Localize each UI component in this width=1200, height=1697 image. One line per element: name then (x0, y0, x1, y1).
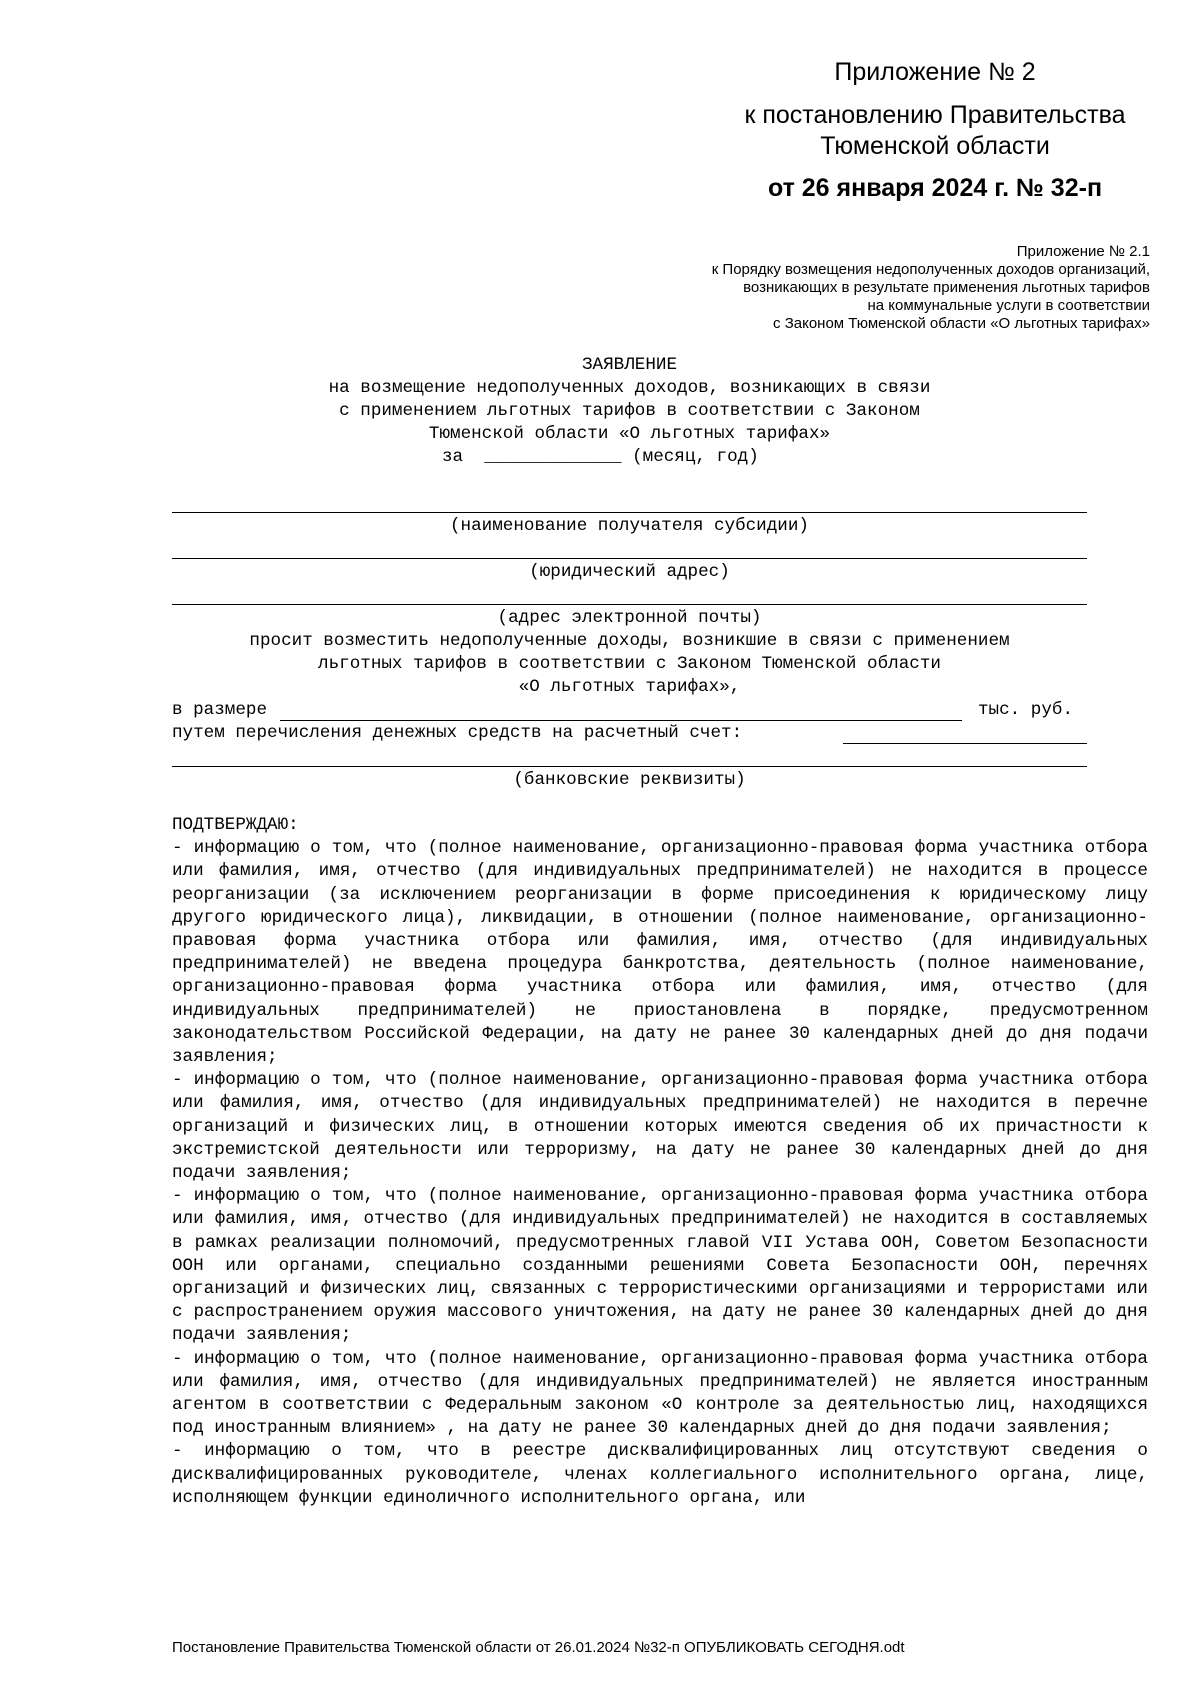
bank-caption: (банковские реквизиты) (513, 770, 746, 790)
confirm-heading: ПОДТВЕРЖДАЮ: (172, 815, 299, 835)
address-caption: (юридический адрес) (529, 562, 730, 582)
period-blank: _____________ (484, 447, 622, 467)
recipient-caption: (наименование получателя субсидии) (450, 516, 809, 536)
decree-reference-line-2: Тюменской области (820, 132, 1050, 160)
request-line-3: «О льготных тарифах», (518, 677, 741, 697)
appendix-title: Приложение № 2 (834, 58, 1036, 86)
confirm-item-5: - информацию о том, что в реестре дисквалифицированных лиц отсутствуют сведения о дисквалифицированных руководителе, членах коллегиального исполнительного органа, лице, исполняющем функции единоличного исполнительного органа, или (172, 1441, 1148, 1508)
confirm-item-4: - информацию о том, что (полное наименование, организационно-правовая форма участника отбора или фамилия, имя, отчество (для индивидуальных предпринимателей) не является иностранным агентом в соответствии с Федеральным законом «О контроле за деятельностью лиц, находящихся под иностранным влиянием» , на дату не ранее 30 календарных дней до дня подачи заявления; (172, 1348, 1148, 1439)
recipient-name-line (172, 512, 1087, 513)
document-footer: Постановление Правительства Тюменской области от 26.01.2024 №32-п ОПУБЛИКОВАТЬ СЕГОДНЯ.odt (172, 1639, 905, 1656)
confirm-item-3: - информацию о том, что (полное наименование, организационно-правовая форма участника отбора или фамилия, имя, отчество (для индивидуальных предпринимателей) не находится в составляемых в рамках реализации полномочий, предусмотренных главой VII Устава ООН, Советом Безопасности ООН или органами, специально созданными решениями Совета Безопасности ООН, перечнях организаций и физических лиц, связанных с террористическими организациями и террористами или с распространением оружия массового уничтожения, на дату не ранее 30 календарных дней до дня подачи заявления; (172, 1186, 1148, 1346)
confirmation-block (172, 814, 1148, 1510)
bank-details-line (172, 766, 1087, 767)
amount-prefix: в размере (172, 700, 268, 720)
account-field-line (843, 743, 1087, 744)
period-suffix: (месяц, год) (632, 447, 759, 467)
request-line-2: льготных тарифов в соответствии с Законом Тюменской области (318, 654, 941, 674)
email-line (172, 604, 1087, 605)
form-subtitle-line-1: на возмещение недополученных доходов, возникающих в связи (328, 378, 931, 398)
form-subtitle-line-3: Тюменской области «О льготных тарифах» (428, 424, 831, 444)
legal-address-line (172, 558, 1087, 559)
request-line-1: просит возместить недополученные доходы, возникшие в связи с применением (249, 631, 1010, 651)
confirm-item-2: - информацию о том, что (полное наименование, организационно-правовая форма участника отбора или фамилия, имя, отчество (для индивидуальных предпринимателей) не находится в перечне организаций и физических лиц, в отношении которых имеются сведения об их причастности к экстремистской деятельности или терроризму, на дату не ранее 30 календарных дней до дня подачи заявления; (172, 1070, 1148, 1184)
amount-field-line (280, 720, 962, 721)
decree-reference-line-1: к постановлению Правительства (744, 101, 1126, 129)
reference-line-4: на коммунальные услуги в соответствии (867, 297, 1150, 314)
reference-line-5: с Законом Тюменской области «О льготных тарифах» (773, 315, 1150, 332)
form-title: ЗАЯВЛЕНИЕ (581, 355, 678, 375)
amount-unit: тыс. руб. (978, 700, 1074, 720)
period-line (442, 447, 759, 467)
form-subtitle-line-2: с применением льготных тарифов в соответствии с Законом (339, 401, 920, 421)
decree-reference (680, 100, 1190, 162)
reference-line-1: Приложение № 2.1 (1016, 243, 1150, 260)
reference-line-2: к Порядку возмещения недополученных доходов организаций, (711, 261, 1150, 278)
email-caption: (адрес электронной почты) (497, 608, 762, 628)
decree-date: от 26 января 2024 г. № 32-п (767, 174, 1103, 202)
transfer-text: путем перечисления денежных средств на расчетный счет: (172, 723, 743, 743)
reference-line-3: возникающих в результате применения льготных тарифов (743, 279, 1150, 296)
period-prefix: за (442, 447, 464, 467)
confirm-item-1: - информацию о том, что (полное наименование, организационно-правовая форма участника отбора или фамилия, имя, отчество (для индивидуальных предпринимателей) не находится в процессе реорганизации (за исключением реорганизации в форме присоединения к юридическому лицу другого юридического лица), ликвидации, в отношении (полное наименование, организационно-правовая форма участника отбора или фамилия, имя, отчество (для индивидуальных предпринимателей) не введена процедура банкротства, деятельность (полное наименование, организационно-правовая форма участника отбора или фамилия, имя, отчество (для индивидуальных предпринимателей) не приостановлена в порядке, предусмотренном законодательством Российской Федерации, на дату не ранее 30 календарных дней до дня подачи заявления; (172, 838, 1148, 1068)
